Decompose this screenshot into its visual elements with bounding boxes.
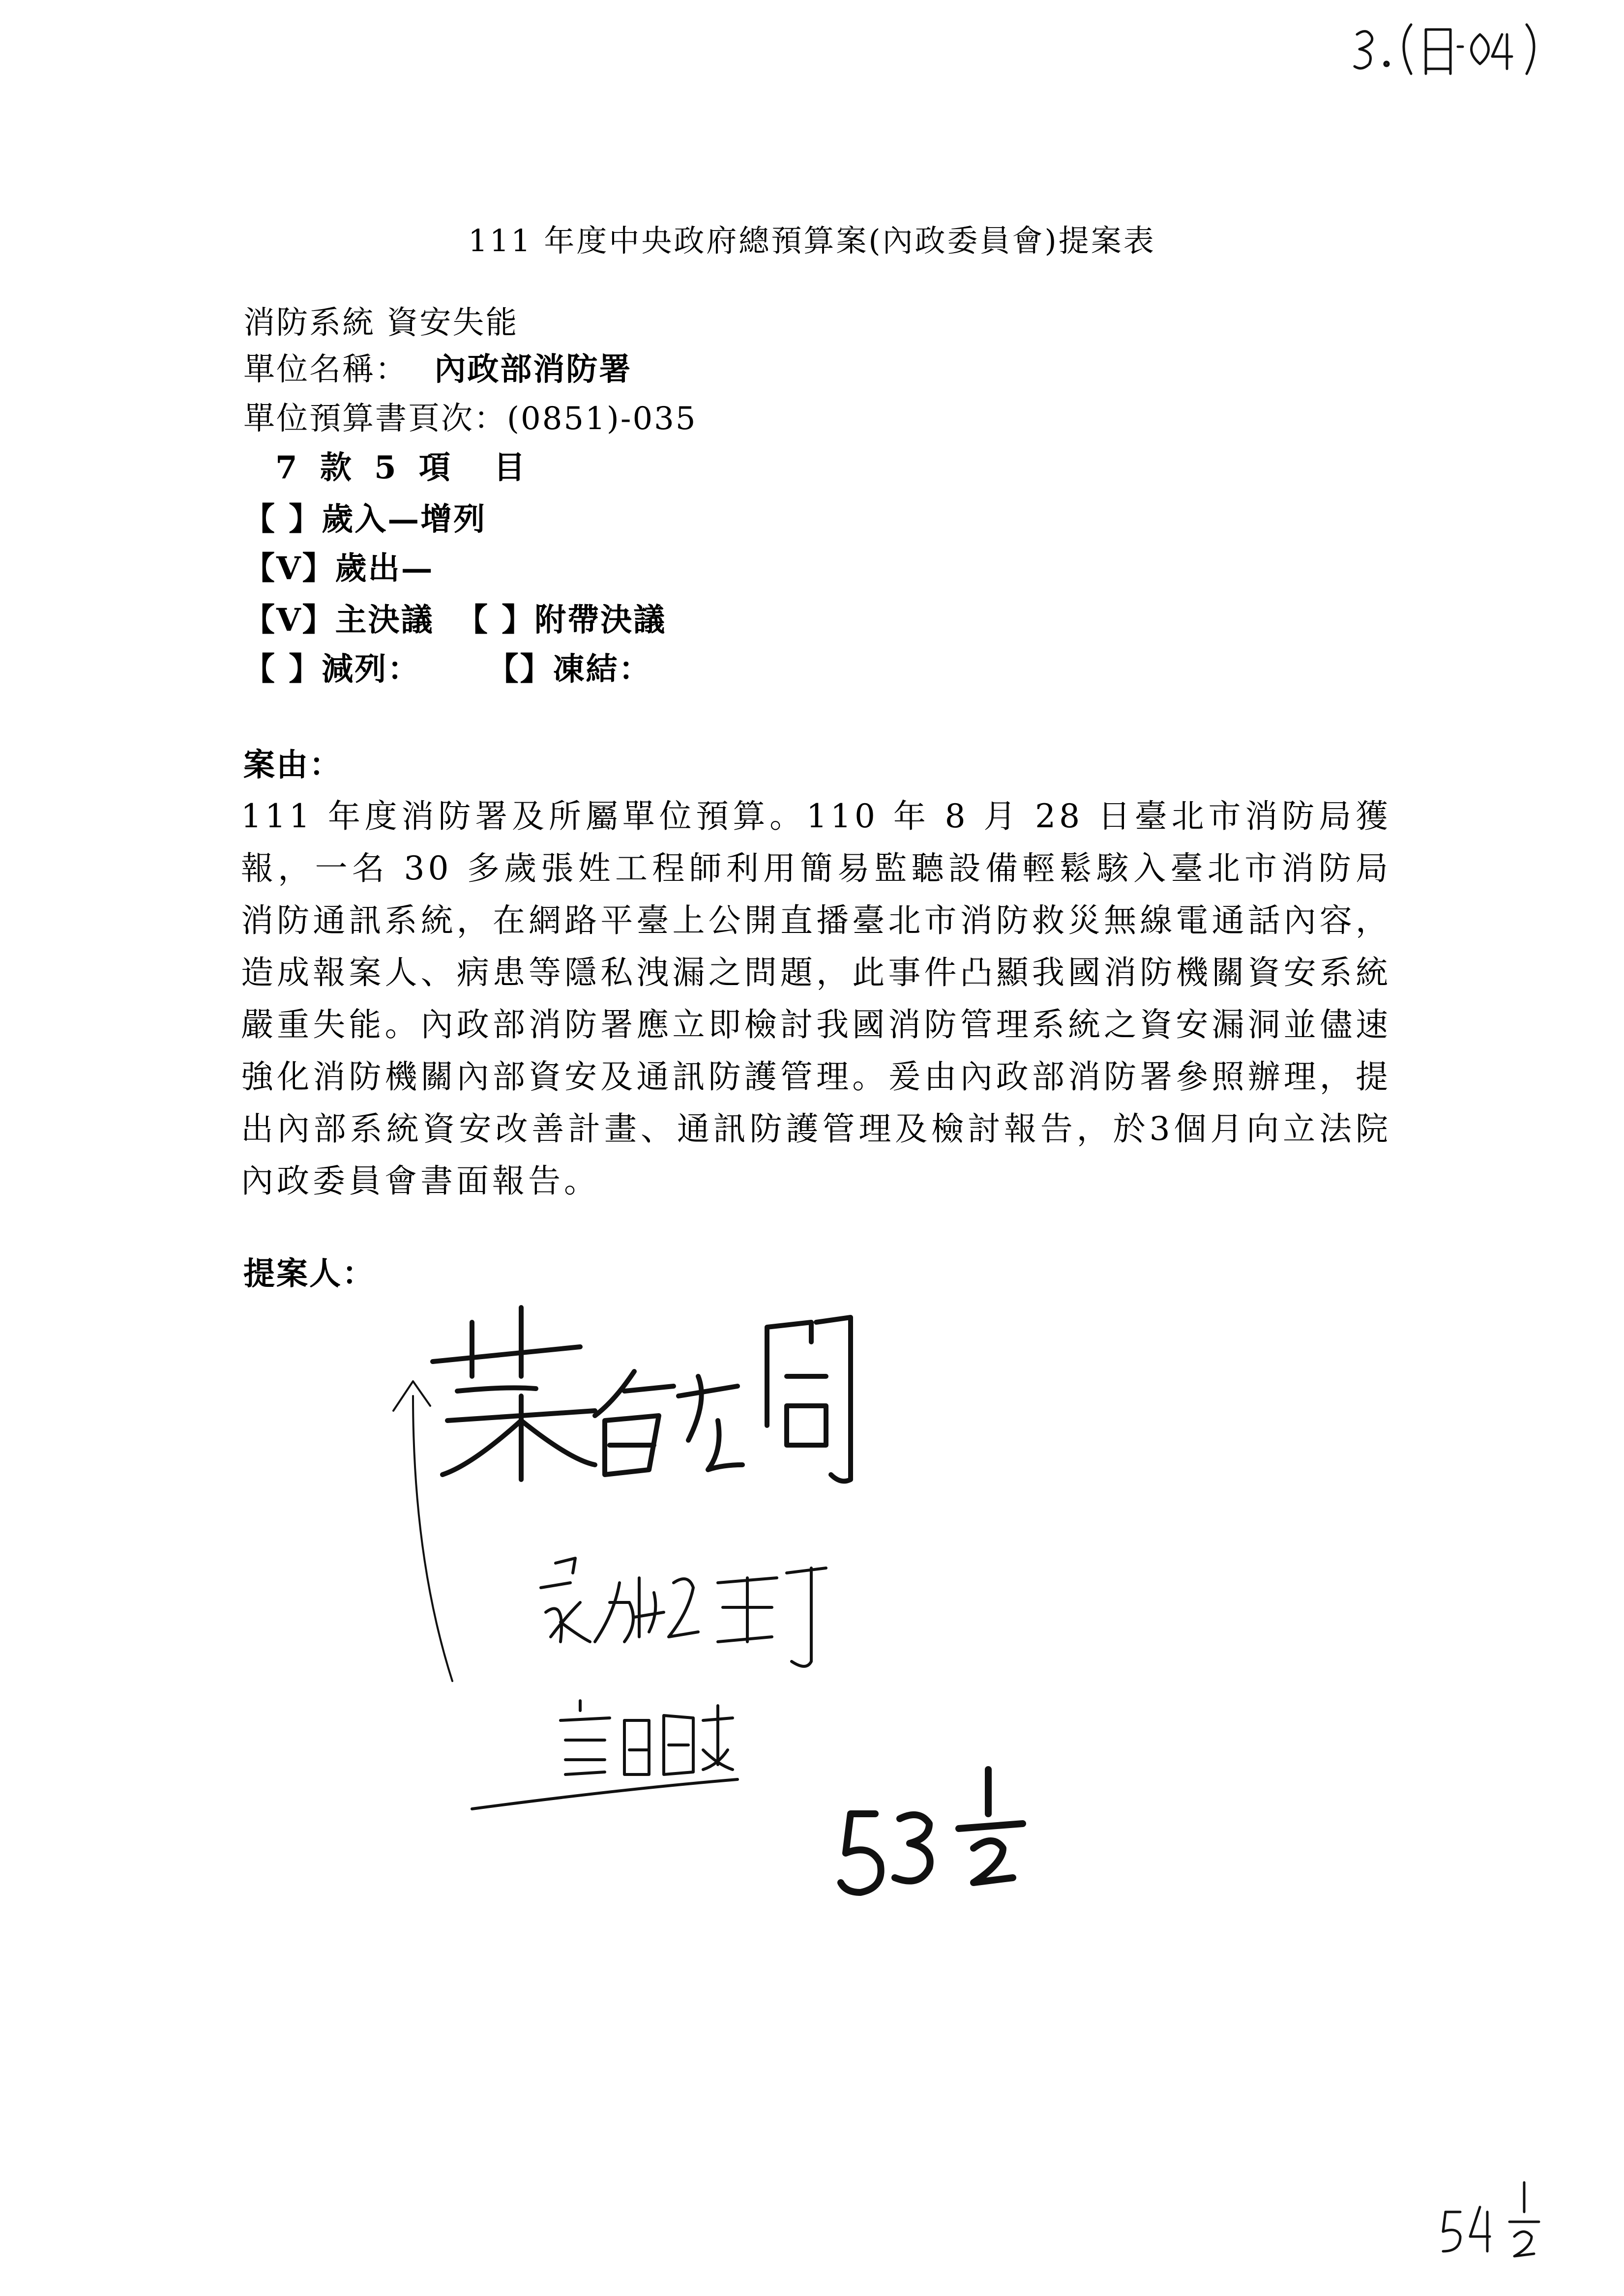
- checkbox-revenue-increase: 【 】歲入—增列: [243, 501, 487, 538]
- subject-line: 消防系統 資安失能: [243, 305, 519, 341]
- budget-page-row: [243, 393, 697, 438]
- handwritten-page-number: [841, 1770, 1023, 1892]
- signature-3: [472, 1701, 738, 1809]
- proposer-label: 提案人：: [243, 1255, 375, 1292]
- budget-page-value: (0851)-035: [507, 401, 697, 437]
- page-title: 111 年度中央政府總預算案(內政委員會)提案表: [468, 223, 1156, 259]
- handwritten-page-number-bottom: [1443, 2182, 1539, 2256]
- item-line: 7 款 5 項 目: [275, 449, 531, 486]
- signature-1: [433, 1308, 851, 1481]
- unit-name-label: 單位名稱：: [243, 351, 408, 388]
- reason-label: 案由：: [243, 747, 342, 784]
- signature-2: [541, 1558, 826, 1666]
- reduction-freeze-row: [243, 644, 652, 689]
- checkbox-main-resolution: 【V】主決議: [243, 602, 434, 639]
- checkbox-attached-resolution: 【 】附帶決議: [456, 602, 667, 639]
- checkbox-reduction: 【 】減列：: [243, 651, 421, 688]
- checkbox-expenditure: 【V】歲出—: [243, 550, 434, 587]
- checkbox-freeze: 【】凍結：: [487, 651, 652, 688]
- resolution-row: [243, 595, 666, 640]
- unit-name-value: 內政部消防署: [434, 351, 632, 388]
- unit-name-row: [243, 344, 632, 389]
- reason-text: 111 年度消防署及所屬單位預算。110 年 8 月 28 日臺北市消防局獲報，一名 30 多歲張姓工程師利用簡易監聽設備輕鬆駭入臺北市消防局消防通訊系統，在網路平臺上公開直播臺北市消防救災無線電通話內容，造成報案人、病患等隱私洩漏之問題，此事件凸顯我國消防機關資安系統嚴重失能。內政部消防署應立即檢討我國消防管理系統之資安漏洞並儘速強化消防機關內部資安及通訊防護管理。爰由內政部消防署參照辦理，提出內部系統資安改善計畫、通訊防護管理及檢討報告，於3個月向立法院內政委員會書面報告。: [241, 797, 1391, 1200]
- budget-page-label: 單位預算書頁次：: [243, 401, 507, 437]
